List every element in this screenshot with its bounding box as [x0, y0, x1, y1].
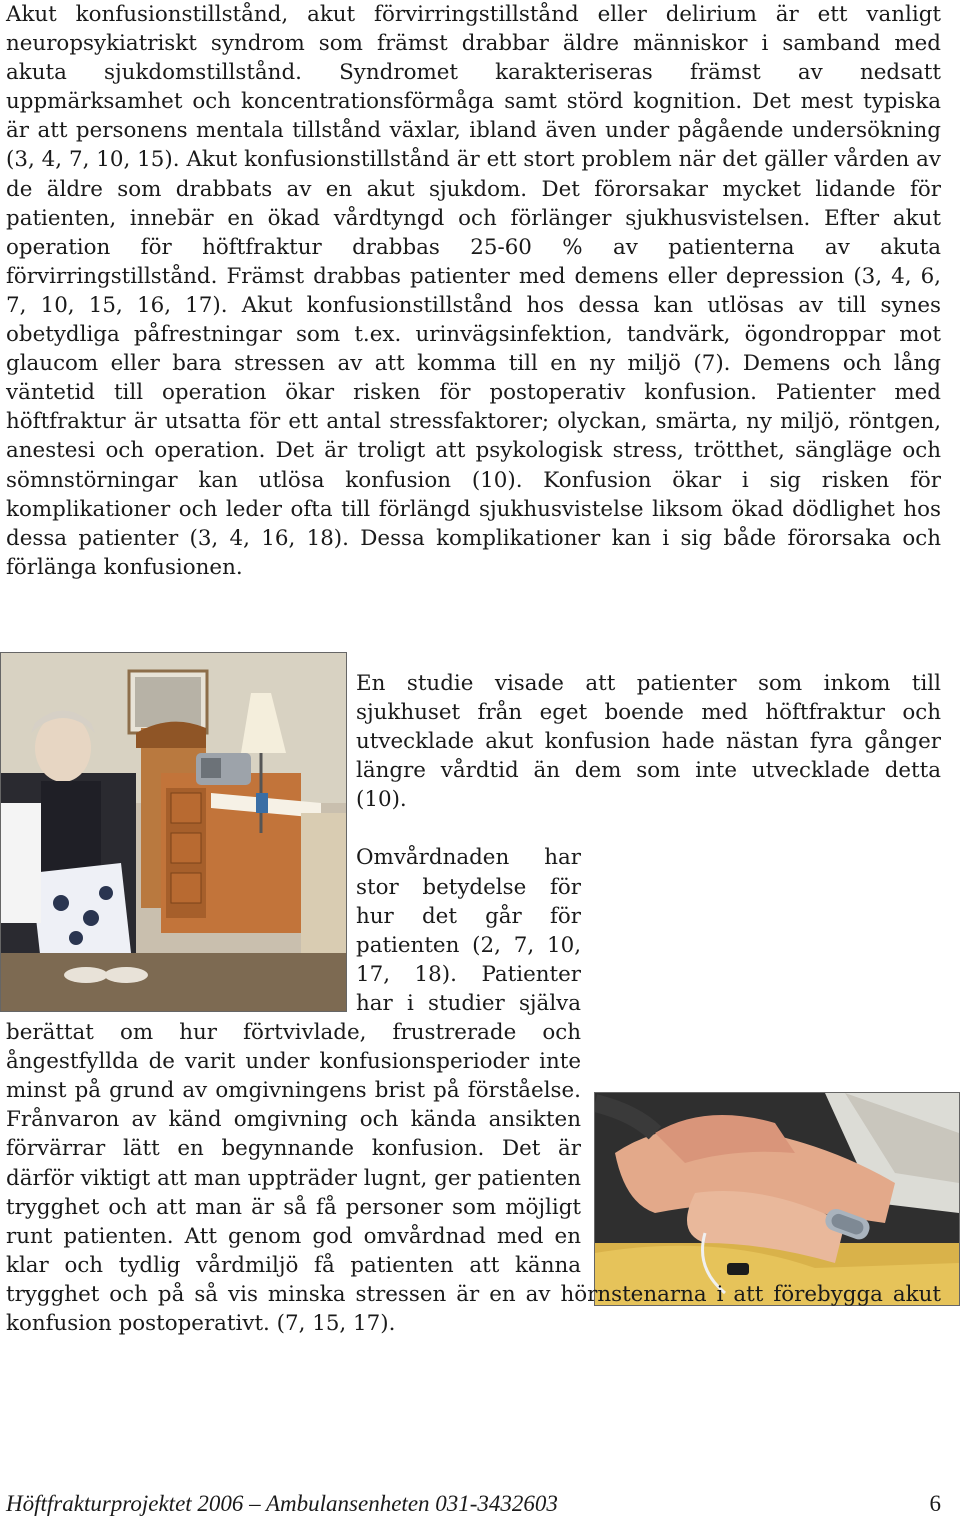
- paragraph-intro-text: Akut konfusionstillstånd, akut förvirringstillstånd eller delirium är ett vanligt neuropsykiatriskt syndrom som främst drabbar äldre människor i samband med akuta sjukdomstillstånd. Syndromet karakteriseras främst av nedsatt uppmärksamhet och koncentrationsförmåga samt störd kognition. Det mest typiska är att personens mentala tillstånd växlar, ibland även under pågående undersökning (3, 4, 7, 10, 15). Akut konfusionstillstånd är ett stort problem när det gäller vården av de äldre som drabbats av en akut sjukdom. Det förorsakar mycket lidande för patienten, innebär en ökad vårdtyngd och förlänger sjukhusvistelsen. Efter akut operation för höftfraktur drabbas 25-60 % av patienterna av akuta förvirringstillstånd. Främst drabbas patienter med demens eller depression (3, 4, 6, 7, 10, 15, 16, 17). Akut konfusionstillstånd hos dessa kan utlösas av till synes obetydliga påfrestningar som t.ex. urinvägsinfektion, tandvärk, ögondroppar mot glaucom eller bara stressen av att komma till en ny miljö (7). Demens och lång väntetid till operation ökar risken för postoperativ konfusion. Patienter med höftfraktur är utsatta för ett antal stressfaktorer; olyckan, smärta, ny miljö, röntgen, anestesi och operation. Det är troligt att psykologisk stress, trötthet, sängläge och sömnstörningar kan utlösa konfusion (10). Konfusion ökar i sig risken för komplikationer och leder ofta till förlängd sjukhusvistelse liksom ökad dödlighet hos dessa patienter (3, 4, 16, 18). Dessa komplikationer kan i sig både förorsaka och förlänga konfusionen.: [6, 2, 941, 580]
- paragraph-care: Omvårdnaden har stor betydelse för hur det går för patienten (2, 7, 10, 17, 18). Patienter har i studier själva berättat om hur förtvivlade, frustrerade och ångestfyllda de varit under konfusionsperioder inte minst på grund av omgivningens brist på förståelse. Frånvaron av känd omgivning och kända ansikten förvärrar lätt en begynnande konfusion. Det är därför viktigt att man uppträder lugnt, ger patienten trygghet och att man är så få personer som möjligt runt patienten. Att genom god omvårdnad med en klar och tydlig vårdmiljö få patienten att känna trygghet och på så vis minska stressen är en av hörnstenarna i att förebygga akut konfusion postoperativt. (7, 15, 17).: [6, 845, 941, 1336]
- page-number: 6: [929, 1491, 941, 1516]
- paragraph-study: En studie visade att patienter som inkom till sjukhuset från eget boende med höftfraktur och utvecklade akut konfusion hade nästan fyra gånger längre vårdtid än dem som inte utvecklade detta (10).: [356, 671, 941, 813]
- paragraph-intro: [6, 0, 941, 582]
- photo-room-placeholder: [6, 669, 356, 1014]
- footer-project-text: Höftfrakturprojektet 2006 – Ambulansenheten 031-3432603: [6, 1491, 558, 1516]
- photo-hands-placeholder: [581, 1061, 941, 1275]
- wrapped-text-block: [6, 669, 941, 1338]
